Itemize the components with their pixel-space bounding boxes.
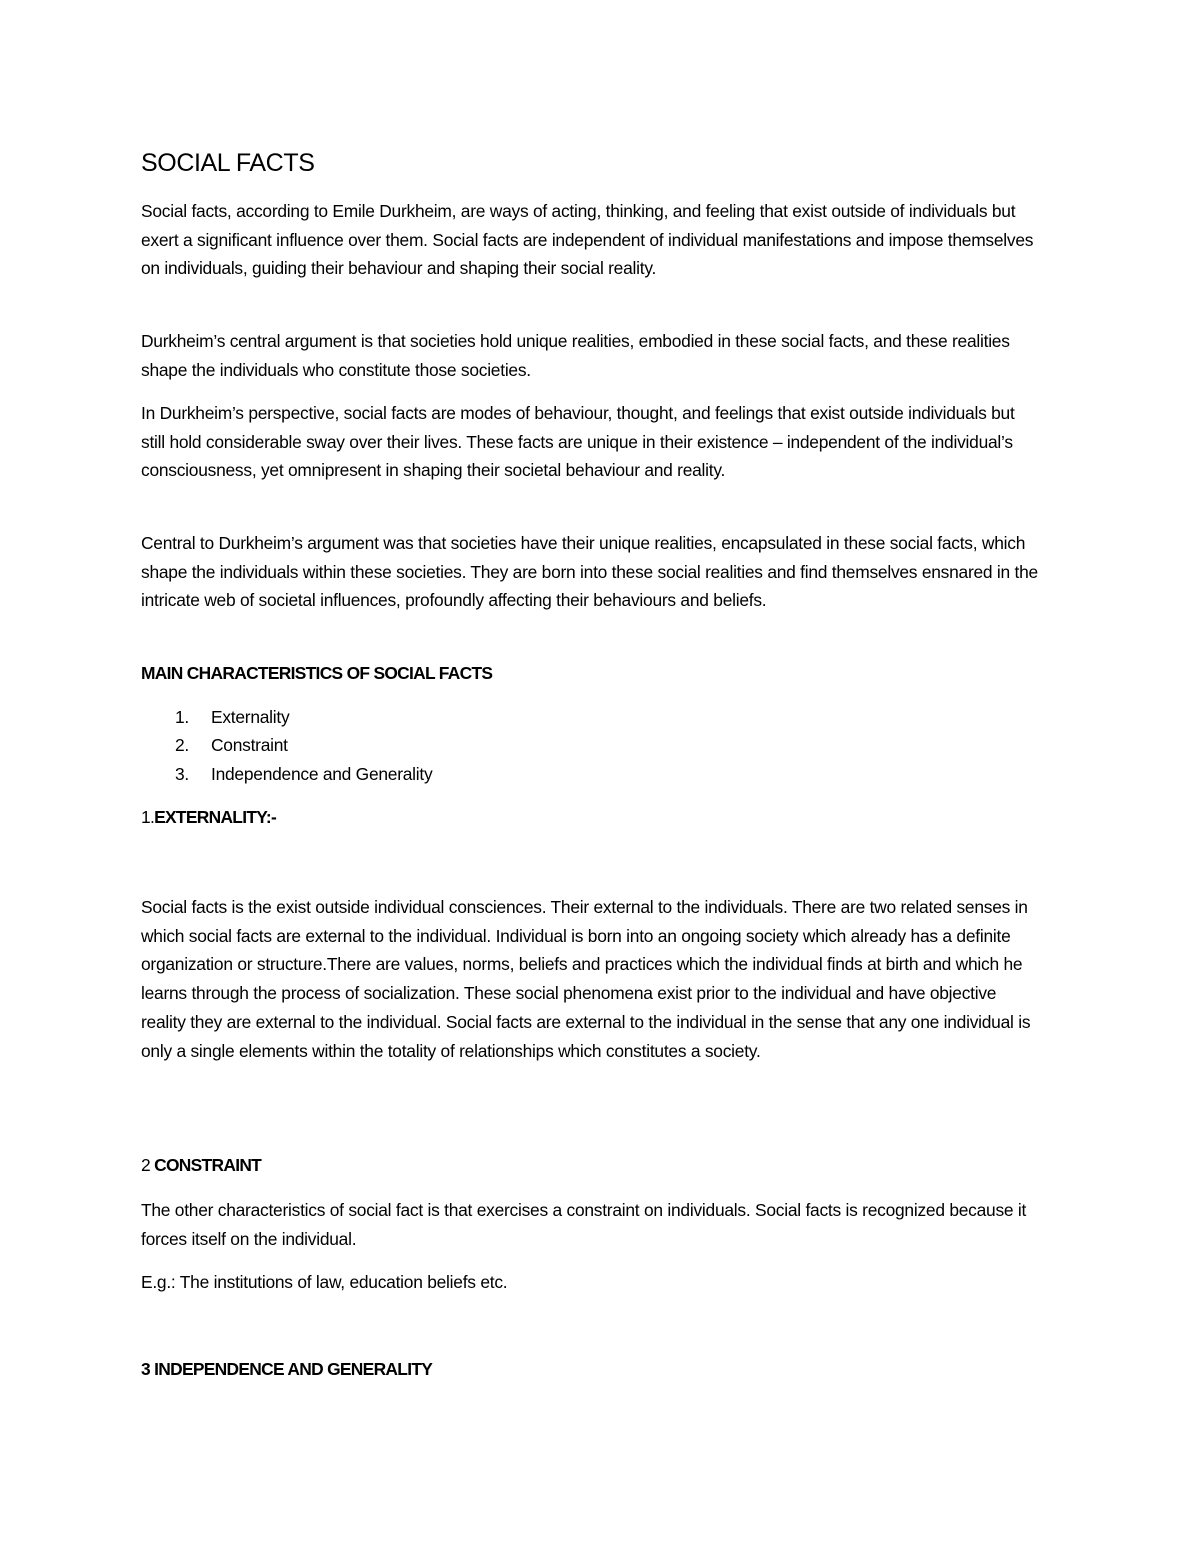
- list-item: [141, 731, 432, 759]
- constraint-example: E.g.: The institutions of law, education beliefs etc.: [141, 1272, 508, 1292]
- intro-paragraph-3: In Durkheim’s perspective, social facts are modes of behaviour, thought, and feelings that exist outside individuals but still hold considerable sway over their lives. These facts are unique in their existence – independent of the individual’s consciousness, yet omnipresent in shaping their societal behaviour and reality.: [141, 403, 1015, 481]
- constraint-heading: [141, 1151, 261, 1179]
- section-number: 2: [141, 1155, 155, 1175]
- list-marker: 3.: [175, 763, 190, 784]
- externality-heading: [141, 803, 276, 831]
- section-number: 1.: [141, 807, 155, 827]
- characteristics-list: [141, 703, 432, 788]
- intro-paragraph-4: Central to Durkheim’s argument was that societies have their unique realities, encapsulated in these social facts, which shape the individuals within these societies. They are born into these social realities and find themselves ensnared in the intricate web of societal influences, profoundly affecting their behaviours and beliefs.: [141, 533, 1038, 611]
- list-item: [141, 703, 432, 731]
- characteristics-heading: MAIN CHARACTERISTICS OF SOCIAL FACTS: [141, 663, 493, 683]
- externality-body: Social facts is the exist outside individual consciences. Their external to the individuals. There are two related senses in which social facts are external to the individual. Individual is born into an ongoing society which already has a definite organization or structure.There are values, norms, beliefs and practices which the individual finds at birth and which he learns through the process of socialization. These social phenomena exist prior to the individual and have objective reality they are external to the individual. Social facts are external to the individual in the sense that any one individual is only a single elements within the totality of relationships which constitutes a society.: [141, 897, 1031, 1061]
- list-item-label: Externality: [211, 707, 290, 727]
- intro-paragraph-2: Durkheim’s central argument is that societies hold unique realities, embodied in these social facts, and these realities shape the individuals who constitute those societies.: [141, 331, 1010, 380]
- independence-heading: 3 INDEPENDENCE AND GENERALITY: [141, 1359, 433, 1379]
- list-marker: 2.: [175, 735, 190, 756]
- section-title: CONSTRAINT: [154, 1155, 262, 1175]
- list-marker: 1.: [175, 707, 190, 727]
- document-title: SOCIAL FACTS: [141, 149, 315, 177]
- list-item-label: Constraint: [211, 735, 288, 756]
- list-item: [141, 760, 432, 788]
- constraint-body: The other characteristics of social fact is that exercises a constraint on individuals. Social facts is recognized because it forces itself on the individual.: [141, 1200, 1027, 1249]
- intro-paragraph-1: Social facts, according to Emile Durkheim, are ways of acting, thinking, and feeling that exist outside of individuals but exert a significant influence over them. Social facts are independent of individual manifestations and impose themselves on individuals, guiding their behaviour and shaping their social reality.: [141, 201, 1034, 279]
- list-item-label: Independence and Generality: [211, 763, 433, 784]
- section-title: EXTERNALITY:-: [154, 807, 277, 827]
